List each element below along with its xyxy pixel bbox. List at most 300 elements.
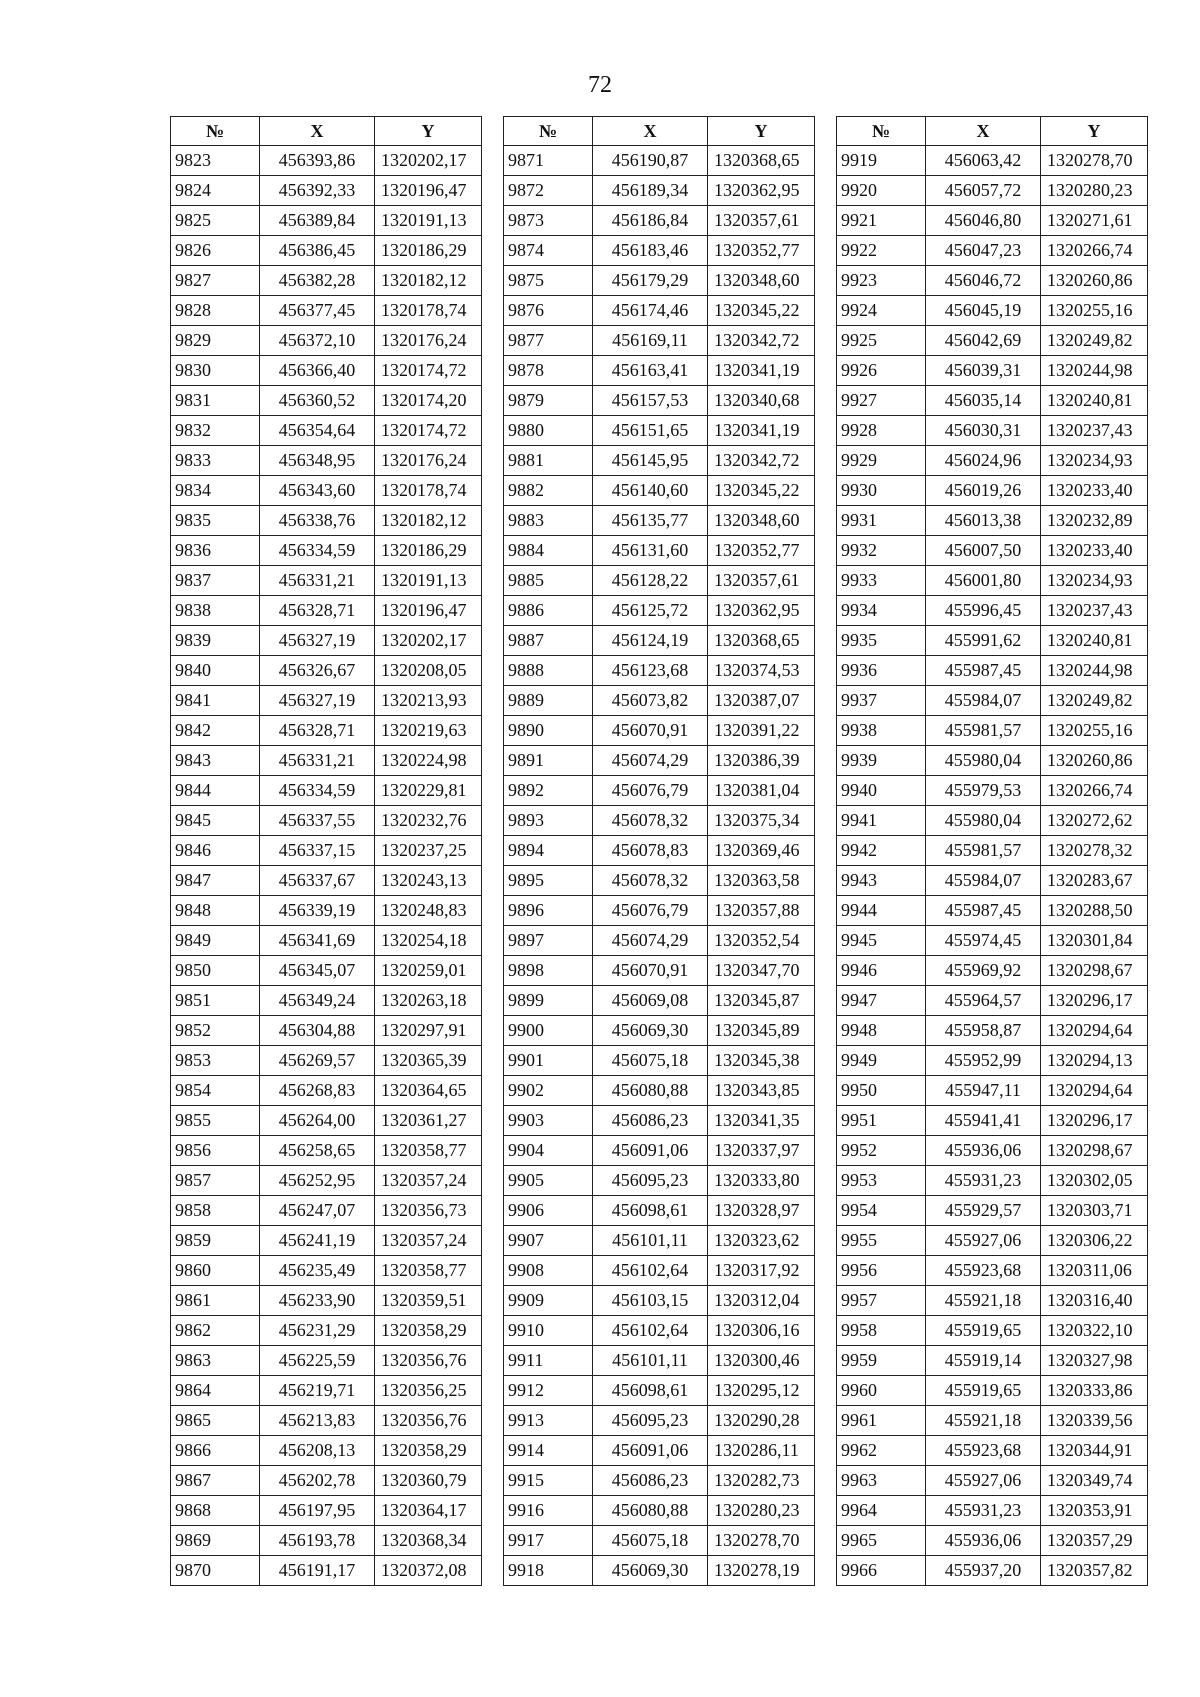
- y-coordinate-cell: 1320297,91: [375, 1016, 482, 1046]
- point-number-cell: 9909: [504, 1286, 593, 1316]
- coordinate-table: [170, 116, 482, 1586]
- y-coordinate-cell: 1320358,29: [375, 1316, 482, 1346]
- x-coordinate-cell: 455991,62: [926, 626, 1041, 656]
- y-coordinate-cell: 1320271,61: [1041, 206, 1148, 236]
- table-row: [504, 1406, 815, 1436]
- table-row: [171, 416, 482, 446]
- table-row: [504, 746, 815, 776]
- point-number-cell: 9863: [171, 1346, 260, 1376]
- y-coordinate-cell: 1320333,80: [708, 1166, 815, 1196]
- point-number-cell: 9838: [171, 596, 260, 626]
- y-coordinate-cell: 1320341,35: [708, 1106, 815, 1136]
- point-number-cell: 9908: [504, 1256, 593, 1286]
- point-number-cell: 9865: [171, 1406, 260, 1436]
- header-x: X: [926, 117, 1041, 146]
- point-number-cell: 9947: [837, 986, 926, 1016]
- x-coordinate-cell: 456174,46: [593, 296, 708, 326]
- point-number-cell: 9875: [504, 266, 593, 296]
- x-coordinate-cell: 456349,24: [260, 986, 375, 1016]
- y-coordinate-cell: 1320345,22: [708, 296, 815, 326]
- x-coordinate-cell: 456392,33: [260, 176, 375, 206]
- point-number-cell: 9872: [504, 176, 593, 206]
- y-coordinate-cell: 1320312,04: [708, 1286, 815, 1316]
- x-coordinate-cell: 456019,26: [926, 476, 1041, 506]
- x-coordinate-cell: 455981,57: [926, 836, 1041, 866]
- x-coordinate-cell: 456189,34: [593, 176, 708, 206]
- point-number-cell: 9828: [171, 296, 260, 326]
- table-row: [504, 326, 815, 356]
- y-coordinate-cell: 1320294,13: [1041, 1046, 1148, 1076]
- y-coordinate-cell: 1320301,84: [1041, 926, 1148, 956]
- table-row: [171, 1346, 482, 1376]
- y-coordinate-cell: 1320186,29: [375, 236, 482, 266]
- y-coordinate-cell: 1320278,70: [1041, 146, 1148, 176]
- point-number-cell: 9893: [504, 806, 593, 836]
- x-coordinate-cell: 456070,91: [593, 716, 708, 746]
- table-row: [504, 206, 815, 236]
- y-coordinate-cell: 1320337,97: [708, 1136, 815, 1166]
- table-row: [171, 836, 482, 866]
- table-row: [504, 176, 815, 206]
- table-row: [504, 506, 815, 536]
- table-row: [837, 206, 1148, 236]
- table-row: [171, 926, 482, 956]
- table-row: [837, 716, 1148, 746]
- x-coordinate-cell: 455947,11: [926, 1076, 1041, 1106]
- point-number-cell: 9894: [504, 836, 593, 866]
- table-row: [504, 566, 815, 596]
- y-coordinate-cell: 1320356,73: [375, 1196, 482, 1226]
- x-coordinate-cell: 456219,71: [260, 1376, 375, 1406]
- x-coordinate-cell: 455974,45: [926, 926, 1041, 956]
- x-coordinate-cell: 456233,90: [260, 1286, 375, 1316]
- point-number-cell: 9900: [504, 1016, 593, 1046]
- x-coordinate-cell: 456074,29: [593, 746, 708, 776]
- table-row: [837, 176, 1148, 206]
- point-number-cell: 9887: [504, 626, 593, 656]
- y-coordinate-cell: 1320244,98: [1041, 656, 1148, 686]
- x-coordinate-cell: 456047,23: [926, 236, 1041, 266]
- x-coordinate-cell: 456151,65: [593, 416, 708, 446]
- table-row: [171, 1376, 482, 1406]
- table-row: [504, 386, 815, 416]
- x-coordinate-cell: 456098,61: [593, 1196, 708, 1226]
- point-number-cell: 9925: [837, 326, 926, 356]
- point-number-cell: 9823: [171, 146, 260, 176]
- x-coordinate-cell: 456334,59: [260, 536, 375, 566]
- point-number-cell: 9832: [171, 416, 260, 446]
- point-number-cell: 9953: [837, 1166, 926, 1196]
- point-number-cell: 9895: [504, 866, 593, 896]
- x-coordinate-cell: 456235,49: [260, 1256, 375, 1286]
- point-number-cell: 9921: [837, 206, 926, 236]
- y-coordinate-cell: 1320311,06: [1041, 1256, 1148, 1286]
- table-row: [171, 806, 482, 836]
- point-number-cell: 9843: [171, 746, 260, 776]
- table-row: [837, 626, 1148, 656]
- table-row: [504, 1376, 815, 1406]
- point-number-cell: 9901: [504, 1046, 593, 1076]
- table-row: [504, 776, 815, 806]
- table-row: [837, 926, 1148, 956]
- x-coordinate-cell: 456183,46: [593, 236, 708, 266]
- point-number-cell: 9862: [171, 1316, 260, 1346]
- y-coordinate-cell: 1320290,28: [708, 1406, 815, 1436]
- x-coordinate-cell: 456197,95: [260, 1496, 375, 1526]
- point-number-cell: 9889: [504, 686, 593, 716]
- table-row: [171, 896, 482, 926]
- point-number-cell: 9916: [504, 1496, 593, 1526]
- point-number-cell: 9919: [837, 146, 926, 176]
- table-row: [504, 1196, 815, 1226]
- table-row: [171, 176, 482, 206]
- y-coordinate-cell: 1320266,74: [1041, 776, 1148, 806]
- x-coordinate-cell: 455980,04: [926, 806, 1041, 836]
- y-coordinate-cell: 1320213,93: [375, 686, 482, 716]
- y-coordinate-cell: 1320240,81: [1041, 386, 1148, 416]
- point-number-cell: 9906: [504, 1196, 593, 1226]
- point-number-cell: 9888: [504, 656, 593, 686]
- y-coordinate-cell: 1320328,97: [708, 1196, 815, 1226]
- y-coordinate-cell: 1320316,40: [1041, 1286, 1148, 1316]
- point-number-cell: 9904: [504, 1136, 593, 1166]
- y-coordinate-cell: 1320362,95: [708, 596, 815, 626]
- point-number-cell: 9884: [504, 536, 593, 566]
- x-coordinate-cell: 456035,14: [926, 386, 1041, 416]
- y-coordinate-cell: 1320249,82: [1041, 686, 1148, 716]
- x-coordinate-cell: 456366,40: [260, 356, 375, 386]
- y-coordinate-cell: 1320196,47: [375, 176, 482, 206]
- table-row: [171, 1076, 482, 1106]
- table-row: [837, 1046, 1148, 1076]
- point-number-cell: 9876: [504, 296, 593, 326]
- y-coordinate-cell: 1320369,46: [708, 836, 815, 866]
- x-coordinate-cell: 456208,13: [260, 1436, 375, 1466]
- table-row: [171, 1316, 482, 1346]
- point-number-cell: 9956: [837, 1256, 926, 1286]
- x-coordinate-cell: 456341,69: [260, 926, 375, 956]
- table-row: [504, 956, 815, 986]
- x-coordinate-cell: 456070,91: [593, 956, 708, 986]
- y-coordinate-cell: 1320302,05: [1041, 1166, 1148, 1196]
- x-coordinate-cell: 456101,11: [593, 1346, 708, 1376]
- table-row: [837, 986, 1148, 1016]
- table-row: [837, 326, 1148, 356]
- table-row: [171, 1556, 482, 1586]
- y-coordinate-cell: 1320266,74: [1041, 236, 1148, 266]
- table-row: [504, 896, 815, 926]
- point-number-cell: 9932: [837, 536, 926, 566]
- point-number-cell: 9937: [837, 686, 926, 716]
- table-row: [504, 926, 815, 956]
- table-row: [837, 1406, 1148, 1436]
- y-coordinate-cell: 1320196,47: [375, 596, 482, 626]
- y-coordinate-cell: 1320278,70: [708, 1526, 815, 1556]
- point-number-cell: 9839: [171, 626, 260, 656]
- y-coordinate-cell: 1320356,25: [375, 1376, 482, 1406]
- point-number-cell: 9836: [171, 536, 260, 566]
- x-coordinate-cell: 456102,64: [593, 1316, 708, 1346]
- point-number-cell: 9852: [171, 1016, 260, 1046]
- x-coordinate-cell: 456069,30: [593, 1016, 708, 1046]
- point-number-cell: 9959: [837, 1346, 926, 1376]
- x-coordinate-cell: 456382,28: [260, 266, 375, 296]
- x-coordinate-cell: 456258,65: [260, 1136, 375, 1166]
- x-coordinate-cell: 456103,15: [593, 1286, 708, 1316]
- table-header-row: [171, 117, 482, 146]
- point-number-cell: 9840: [171, 656, 260, 686]
- point-number-cell: 9943: [837, 866, 926, 896]
- x-coordinate-cell: 456102,64: [593, 1256, 708, 1286]
- point-number-cell: 9965: [837, 1526, 926, 1556]
- y-coordinate-cell: 1320191,13: [375, 566, 482, 596]
- table-row: [837, 386, 1148, 416]
- point-number-cell: 9870: [171, 1556, 260, 1586]
- table-row: [504, 596, 815, 626]
- point-number-cell: 9830: [171, 356, 260, 386]
- point-number-cell: 9847: [171, 866, 260, 896]
- point-number-cell: 9966: [837, 1556, 926, 1586]
- point-number-cell: 9918: [504, 1556, 593, 1586]
- header-number: №: [171, 117, 260, 146]
- point-number-cell: 9882: [504, 476, 593, 506]
- y-coordinate-cell: 1320249,82: [1041, 326, 1148, 356]
- y-coordinate-cell: 1320243,13: [375, 866, 482, 896]
- y-coordinate-cell: 1320347,70: [708, 956, 815, 986]
- x-coordinate-cell: 455936,06: [926, 1136, 1041, 1166]
- point-number-cell: 9824: [171, 176, 260, 206]
- y-coordinate-cell: 1320208,05: [375, 656, 482, 686]
- header-y: Y: [1041, 117, 1148, 146]
- table-row: [171, 596, 482, 626]
- point-number-cell: 9940: [837, 776, 926, 806]
- table-row: [504, 1106, 815, 1136]
- point-number-cell: 9911: [504, 1346, 593, 1376]
- point-number-cell: 9851: [171, 986, 260, 1016]
- x-coordinate-cell: 456202,78: [260, 1466, 375, 1496]
- y-coordinate-cell: 1320357,88: [708, 896, 815, 926]
- point-number-cell: 9941: [837, 806, 926, 836]
- header-number: №: [504, 117, 593, 146]
- table-row: [837, 1466, 1148, 1496]
- y-coordinate-cell: 1320182,12: [375, 266, 482, 296]
- point-number-cell: 9842: [171, 716, 260, 746]
- table-row: [504, 266, 815, 296]
- y-coordinate-cell: 1320372,08: [375, 1556, 482, 1586]
- point-number-cell: 9930: [837, 476, 926, 506]
- x-coordinate-cell: 456013,38: [926, 506, 1041, 536]
- x-coordinate-cell: 455941,41: [926, 1106, 1041, 1136]
- y-coordinate-cell: 1320186,29: [375, 536, 482, 566]
- x-coordinate-cell: 456338,76: [260, 506, 375, 536]
- x-coordinate-cell: 456331,21: [260, 566, 375, 596]
- y-coordinate-cell: 1320280,23: [1041, 176, 1148, 206]
- table-row: [504, 986, 815, 1016]
- x-coordinate-cell: 456328,71: [260, 596, 375, 626]
- table-row: [504, 1076, 815, 1106]
- table-row: [171, 1526, 482, 1556]
- x-coordinate-cell: 456091,06: [593, 1436, 708, 1466]
- table-row: [504, 836, 815, 866]
- table-row: [837, 1496, 1148, 1526]
- point-number-cell: 9891: [504, 746, 593, 776]
- point-number-cell: 9954: [837, 1196, 926, 1226]
- table-row: [171, 326, 482, 356]
- point-number-cell: 9848: [171, 896, 260, 926]
- table-row: [171, 446, 482, 476]
- y-coordinate-cell: 1320360,79: [375, 1466, 482, 1496]
- y-coordinate-cell: 1320357,61: [708, 566, 815, 596]
- y-coordinate-cell: 1320191,13: [375, 206, 482, 236]
- table-row: [837, 956, 1148, 986]
- x-coordinate-cell: 456348,95: [260, 446, 375, 476]
- point-number-cell: 9915: [504, 1466, 593, 1496]
- point-number-cell: 9951: [837, 1106, 926, 1136]
- point-number-cell: 9881: [504, 446, 593, 476]
- x-coordinate-cell: 456046,80: [926, 206, 1041, 236]
- y-coordinate-cell: 1320387,07: [708, 686, 815, 716]
- table-row: [504, 416, 815, 446]
- table-row: [504, 236, 815, 266]
- x-coordinate-cell: 456386,45: [260, 236, 375, 266]
- x-coordinate-cell: 456163,41: [593, 356, 708, 386]
- table-row: [171, 1166, 482, 1196]
- y-coordinate-cell: 1320341,19: [708, 356, 815, 386]
- y-coordinate-cell: 1320294,64: [1041, 1076, 1148, 1106]
- point-number-cell: 9931: [837, 506, 926, 536]
- y-coordinate-cell: 1320381,04: [708, 776, 815, 806]
- point-number-cell: 9920: [837, 176, 926, 206]
- y-coordinate-cell: 1320368,34: [375, 1526, 482, 1556]
- x-coordinate-cell: 455987,45: [926, 896, 1041, 926]
- x-coordinate-cell: 456091,06: [593, 1136, 708, 1166]
- y-coordinate-cell: 1320237,43: [1041, 596, 1148, 626]
- point-number-cell: 9962: [837, 1436, 926, 1466]
- y-coordinate-cell: 1320237,43: [1041, 416, 1148, 446]
- x-coordinate-cell: 456075,18: [593, 1526, 708, 1556]
- x-coordinate-cell: 456190,87: [593, 146, 708, 176]
- y-coordinate-cell: 1320357,24: [375, 1226, 482, 1256]
- table-row: [504, 446, 815, 476]
- point-number-cell: 9902: [504, 1076, 593, 1106]
- table-row: [171, 476, 482, 506]
- point-number-cell: 9917: [504, 1526, 593, 1556]
- table-row: [837, 146, 1148, 176]
- y-coordinate-cell: 1320317,92: [708, 1256, 815, 1286]
- point-number-cell: 9955: [837, 1226, 926, 1256]
- x-coordinate-cell: 455952,99: [926, 1046, 1041, 1076]
- x-coordinate-cell: 456231,29: [260, 1316, 375, 1346]
- x-coordinate-cell: 456045,19: [926, 296, 1041, 326]
- table-row: [837, 566, 1148, 596]
- x-coordinate-cell: 456069,30: [593, 1556, 708, 1586]
- x-coordinate-cell: 456046,72: [926, 266, 1041, 296]
- x-coordinate-cell: 456339,19: [260, 896, 375, 926]
- point-number-cell: 9844: [171, 776, 260, 806]
- x-coordinate-cell: 455984,07: [926, 866, 1041, 896]
- x-coordinate-cell: 456080,88: [593, 1496, 708, 1526]
- point-number-cell: 9944: [837, 896, 926, 926]
- x-coordinate-cell: 456076,79: [593, 776, 708, 806]
- y-coordinate-cell: 1320296,17: [1041, 986, 1148, 1016]
- point-number-cell: 9825: [171, 206, 260, 236]
- point-number-cell: 9854: [171, 1076, 260, 1106]
- y-coordinate-cell: 1320182,12: [375, 506, 482, 536]
- y-coordinate-cell: 1320233,40: [1041, 536, 1148, 566]
- table-row: [837, 1256, 1148, 1286]
- y-coordinate-cell: 1320365,39: [375, 1046, 482, 1076]
- point-number-cell: 9859: [171, 1226, 260, 1256]
- table-row: [837, 1286, 1148, 1316]
- table-row: [837, 896, 1148, 926]
- point-number-cell: 9856: [171, 1136, 260, 1166]
- x-coordinate-cell: 456389,84: [260, 206, 375, 236]
- point-number-cell: 9879: [504, 386, 593, 416]
- y-coordinate-cell: 1320178,74: [375, 296, 482, 326]
- point-number-cell: 9829: [171, 326, 260, 356]
- y-coordinate-cell: 1320282,73: [708, 1466, 815, 1496]
- point-number-cell: 9939: [837, 746, 926, 776]
- point-number-cell: 9837: [171, 566, 260, 596]
- x-coordinate-cell: 455996,45: [926, 596, 1041, 626]
- x-coordinate-cell: 456191,17: [260, 1556, 375, 1586]
- y-coordinate-cell: 1320306,22: [1041, 1226, 1148, 1256]
- table-row: [171, 236, 482, 266]
- table-row: [837, 1556, 1148, 1586]
- table-row: [171, 776, 482, 806]
- y-coordinate-cell: 1320368,65: [708, 626, 815, 656]
- y-coordinate-cell: 1320345,89: [708, 1016, 815, 1046]
- point-number-cell: 9949: [837, 1046, 926, 1076]
- table-row: [504, 1166, 815, 1196]
- x-coordinate-cell: 456304,88: [260, 1016, 375, 1046]
- point-number-cell: 9922: [837, 236, 926, 266]
- coordinate-tables: [170, 116, 1148, 1586]
- header-x: X: [593, 117, 708, 146]
- y-coordinate-cell: 1320349,74: [1041, 1466, 1148, 1496]
- table-header-row: [837, 117, 1148, 146]
- y-coordinate-cell: 1320322,10: [1041, 1316, 1148, 1346]
- table-row: [504, 1256, 815, 1286]
- table-row: [837, 1166, 1148, 1196]
- x-coordinate-cell: 455987,45: [926, 656, 1041, 686]
- x-coordinate-cell: 456069,08: [593, 986, 708, 1016]
- y-coordinate-cell: 1320348,60: [708, 266, 815, 296]
- point-number-cell: 9855: [171, 1106, 260, 1136]
- table-row: [504, 296, 815, 326]
- x-coordinate-cell: 455923,68: [926, 1436, 1041, 1466]
- y-coordinate-cell: 1320374,53: [708, 656, 815, 686]
- table-row: [171, 146, 482, 176]
- table-body: [504, 146, 815, 1586]
- table-row: [171, 626, 482, 656]
- table-row: [837, 236, 1148, 266]
- point-number-cell: 9927: [837, 386, 926, 416]
- x-coordinate-cell: 455931,23: [926, 1496, 1041, 1526]
- y-coordinate-cell: 1320357,82: [1041, 1556, 1148, 1586]
- point-number-cell: 9833: [171, 446, 260, 476]
- x-coordinate-cell: 455937,20: [926, 1556, 1041, 1586]
- table-row: [171, 1496, 482, 1526]
- point-number-cell: 9958: [837, 1316, 926, 1346]
- y-coordinate-cell: 1320278,19: [708, 1556, 815, 1586]
- point-number-cell: 9942: [837, 836, 926, 866]
- table-row: [504, 716, 815, 746]
- table-row: [504, 1136, 815, 1166]
- y-coordinate-cell: 1320224,98: [375, 746, 482, 776]
- y-coordinate-cell: 1320362,95: [708, 176, 815, 206]
- x-coordinate-cell: 456157,53: [593, 386, 708, 416]
